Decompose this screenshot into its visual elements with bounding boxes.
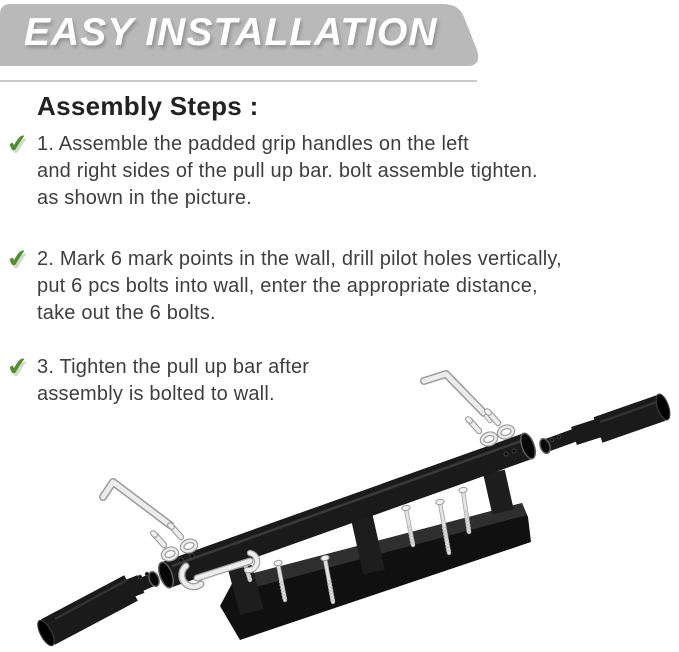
- step-line: 1. Assemble the padded grip handles on the left: [37, 133, 469, 155]
- step-line: 3. Tighten the pull up bar after: [37, 356, 310, 378]
- divider-line: [0, 80, 477, 82]
- step-line: take out the 6 bolts.: [37, 302, 216, 324]
- step-1-text: [37, 131, 679, 212]
- post-right: [494, 472, 503, 512]
- step-2-text: [37, 246, 679, 327]
- bolt-hole: [138, 575, 142, 579]
- page-title: Assembly Steps :: [37, 91, 259, 121]
- bolt-hole: [512, 449, 516, 453]
- pullup-bar-exploded-diagram: [0, 360, 679, 652]
- step-line: and right sides of the pull up bar. bolt assemble tighten.: [37, 160, 538, 182]
- check-icon: ✔: [5, 243, 30, 275]
- bolt-hole: [504, 452, 508, 456]
- bolt-hole: [145, 572, 149, 576]
- assembly-step-1: [0, 128, 679, 212]
- grip-handle-right: [538, 392, 673, 454]
- post-middle: [362, 518, 374, 572]
- step-line: put 6 pcs bolts into wall, enter the appropriate distance,: [37, 275, 538, 297]
- bolt-hole: [190, 554, 194, 558]
- step-line: 2. Mark 6 mark points in the wall, drill pilot holes vertically,: [37, 248, 562, 270]
- check-icon: ✔: [5, 351, 30, 383]
- check-icon: ✔: [5, 128, 30, 160]
- bolt-hole: [179, 558, 183, 562]
- grip-handle-left: [35, 570, 162, 648]
- step-line: as shown in the picture.: [37, 187, 252, 209]
- step-line: assembly is bolted to wall.: [37, 383, 275, 405]
- bolt-hole: [550, 438, 554, 442]
- banner-title: EASY INSTALLATION: [24, 11, 438, 54]
- hex-key-icon: [424, 374, 490, 421]
- assembly-step-2: [0, 243, 679, 327]
- bolt-hole: [557, 435, 561, 439]
- hex-key-icon: [103, 482, 170, 525]
